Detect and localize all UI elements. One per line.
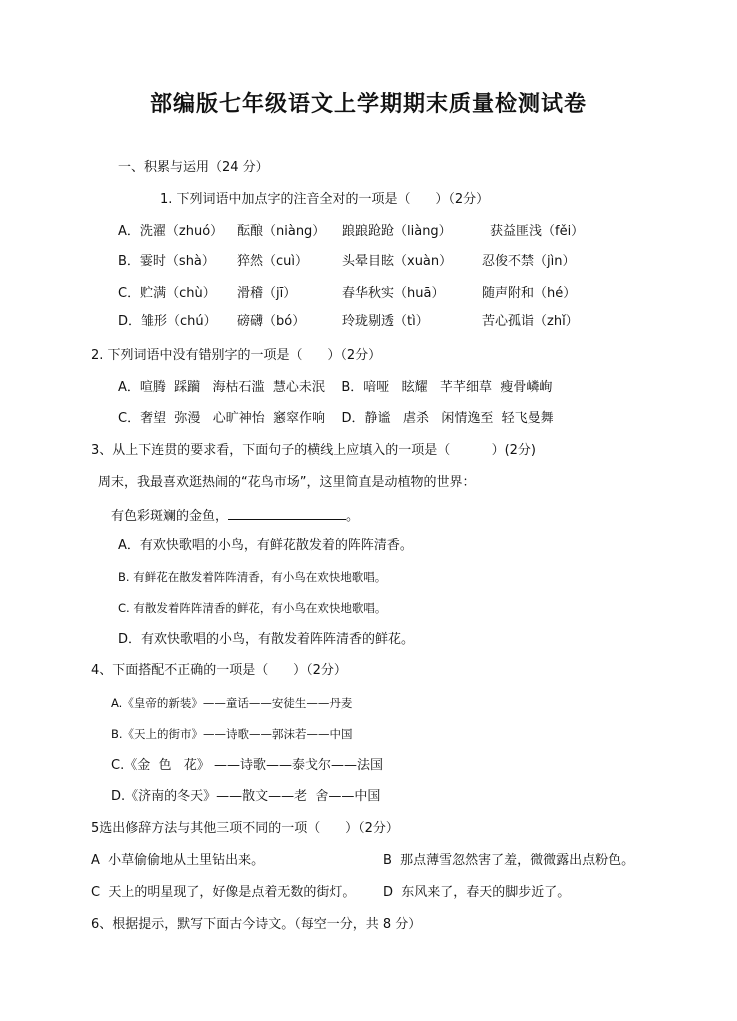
q1-option-a-3: 踉踉跄跄（liàng） xyxy=(342,224,452,239)
q1-stem: 1. 下列词语中加点字的注音全对的一项是（ ）（2分） xyxy=(160,192,490,207)
section-heading: 一、积累与运用（24 分） xyxy=(118,160,269,175)
q1-option-c-2: 滑稽（jī） xyxy=(237,286,297,301)
q4-option-d: D.《济南的冬天》——散文——老 舍——中国 xyxy=(111,789,381,804)
q1-option-b-3: 头晕目眩（xuàn） xyxy=(342,254,453,269)
q5-stem: 5选出修辞方法与其他三项不同的一项（ ）（2分） xyxy=(91,821,399,836)
q4-option-c: C.《金 色 花》 ——诗歌——泰戈尔——法国 xyxy=(111,758,384,773)
q3-option-c: C. 有散发着阵阵清香的鲜花，有小鸟在欢快地歌唱。 xyxy=(118,601,387,615)
q4-option-b: B.《天上的街市》——诗歌——郭沫若——中国 xyxy=(111,727,353,741)
q1-option-d-2: 磅礴（bó） xyxy=(237,314,306,329)
q3-context: 周末，我最喜欢逛热闹的“花鸟市场”，这里简直是动植物的世界： xyxy=(98,475,476,490)
q6-stem: 6、根据提示，默写下面古今诗文。（每空一分，共 8 分） xyxy=(91,917,422,932)
q3-blank-suffix: 。 xyxy=(346,509,360,524)
q1-option-c-3: 春华秋实（huā） xyxy=(342,286,445,301)
q1-option-a-2: 酝酿（niàng） xyxy=(237,224,326,239)
q1-option-c-1: C．贮满（chù） xyxy=(118,286,216,301)
q1-option-a-1: A．洗濯（zhuó） xyxy=(118,224,224,239)
q5-option-c: C 天上的明星现了，好像是点着无数的街灯。 xyxy=(91,885,356,900)
q1-option-d-3: 玲珑剔透（tì） xyxy=(342,314,429,329)
q2-options-line1: A．喧腾 踩躏 海枯石滥 慧心未泯 B．喑哑 眩耀 芊芊细草 瘦骨嶙峋 xyxy=(118,380,553,395)
q3-option-d: D．有欢快歌唱的小鸟，有散发着阵阵清香的鲜花。 xyxy=(118,632,415,647)
q1-option-d-4: 苦心孤诣（zhǐ） xyxy=(482,314,579,329)
q1-option-c-4: 随声附和（hé） xyxy=(482,286,577,301)
q1-option-d-1: D．雏形（chú） xyxy=(118,314,217,329)
q4-stem: 4、下面搭配不正确的一项是（ ）（2分） xyxy=(91,663,347,678)
q3-blank-line xyxy=(111,506,359,526)
q1-option-b-2: 猝然（cuì） xyxy=(237,254,308,269)
q1-option-b-1: B．霎时（shà） xyxy=(118,254,215,269)
answer-blank xyxy=(228,506,346,520)
q2-options-line2: C．奢望 弥漫 心旷神怡 窸窣作响 D．静谧 虐杀 闲情逸至 轻飞曼舞 xyxy=(118,411,554,426)
q1-option-a-4: 获益匪浅（fěi） xyxy=(490,224,585,239)
q3-blank-prefix: 有色彩斑斓的金鱼， xyxy=(111,509,229,524)
q4-option-a: A.《皇帝的新装》——童话——安徒生——丹麦 xyxy=(111,696,353,710)
q1-option-b-4: 忍俊不禁（jìn） xyxy=(482,254,576,269)
q5-option-a: A 小草偷偷地从土里钻出来。 xyxy=(91,853,265,868)
q5-option-d: D 东风来了，春天的脚步近了。 xyxy=(383,885,571,900)
q3-option-a: A．有欢快歌唱的小鸟，有鲜花散发着的阵阵清香。 xyxy=(118,538,413,553)
q2-stem: 2. 下列词语中没有错别字的一项是（ ）（2分） xyxy=(91,348,382,363)
q3-stem: 3、从上下连贯的要求看，下面句子的横线上应填入的一项是（ ）(2分) xyxy=(91,443,537,458)
exam-title: 部编版七年级语文上学期期末质量检测试卷 xyxy=(149,91,587,117)
q5-option-b: B 那点薄雪忽然害了羞，微微露出点粉色。 xyxy=(383,853,635,868)
q3-option-b: B. 有鲜花在散发着阵阵清香，有小鸟在欢快地歌唱。 xyxy=(118,570,387,584)
